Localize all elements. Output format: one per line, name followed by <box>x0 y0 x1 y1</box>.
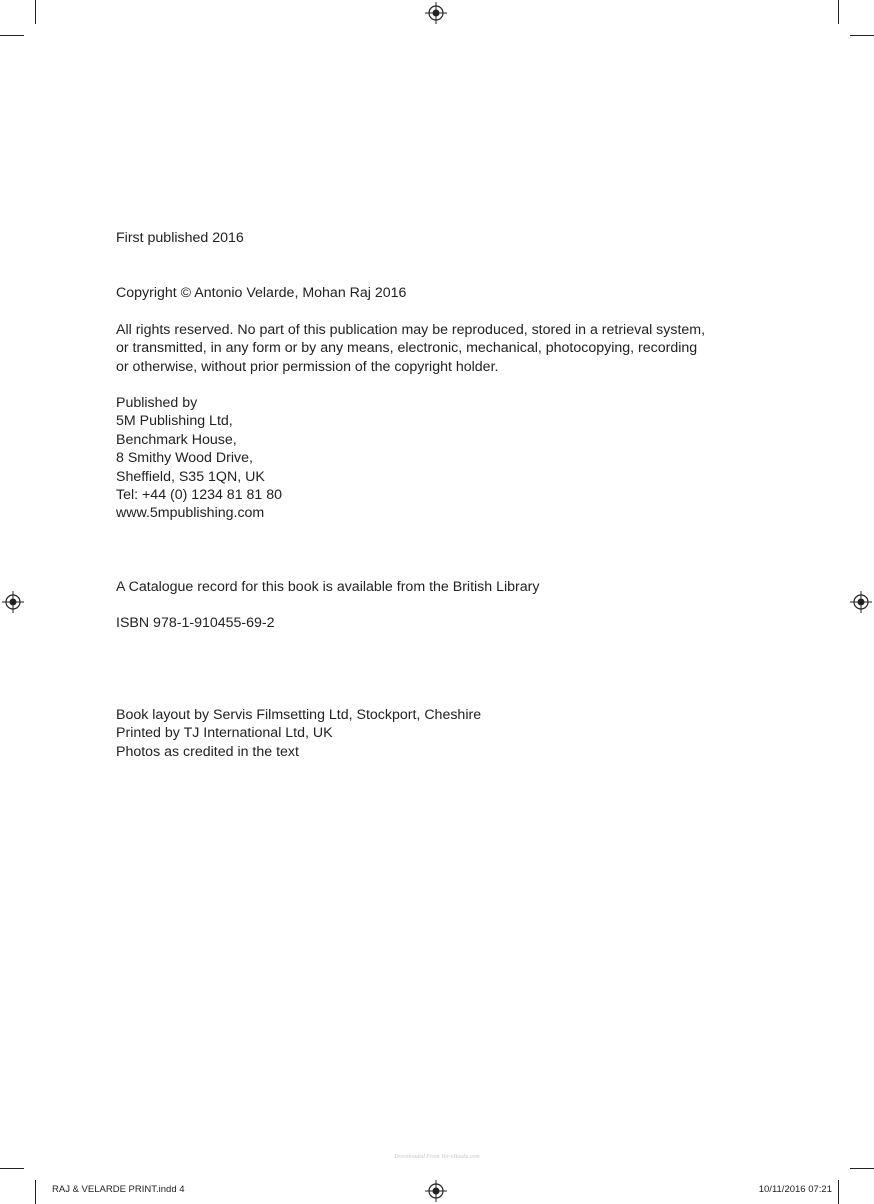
publisher-address <box>116 394 282 523</box>
rights-statement <box>116 321 705 376</box>
catalogue-record: A Catalogue record for this book is available from the British Library <box>116 579 540 595</box>
crop-mark-top-right-v <box>838 0 839 24</box>
rights-line: or otherwise, without prior permission of the copyright holder. <box>116 358 499 375</box>
publisher-website: www.5mpublishing.com <box>116 505 265 522</box>
slug-file-name: RAJ & VELARDE PRINT.indd 4 <box>52 1184 185 1195</box>
slug-timestamp: 10/11/2016 07:21 <box>758 1184 832 1195</box>
first-published: First published 2016 <box>116 230 244 246</box>
crop-mark-bottom-left-v <box>35 1180 36 1204</box>
registration-mark-icon <box>425 2 447 24</box>
crop-mark-bottom-right-v <box>838 1180 839 1204</box>
registration-mark-icon <box>425 1180 447 1202</box>
production-credits <box>116 706 481 761</box>
crop-mark-top-left-v <box>35 0 36 24</box>
publisher-line: 5M Publishing Ltd, <box>116 413 233 430</box>
publisher-line: Tel: +44 (0) 1234 81 81 80 <box>116 486 283 503</box>
publisher-line: 8 Smithy Wood Drive, <box>116 450 253 467</box>
crop-mark-bottom-right-h <box>850 1168 874 1169</box>
publisher-line: Benchmark House, <box>116 431 237 448</box>
rights-line: or transmitted, in any form or by any means, electronic, mechanical, photocopying, recording <box>116 340 698 357</box>
crop-mark-top-right-h <box>850 35 874 36</box>
rights-line: All rights reserved. No part of this publication may be reproduced, stored in a retrieval system, <box>116 322 706 338</box>
publisher-line: Sheffield, S35 1QN, UK <box>116 468 265 485</box>
credit-line: Book layout by Servis Filmsetting Ltd, Stockport, Cheshire <box>116 707 482 723</box>
publisher-line: Published by <box>116 395 198 411</box>
credit-line: Photos as credited in the text <box>116 743 299 760</box>
isbn: ISBN 978-1-910455-69-2 <box>116 615 275 631</box>
copyright-line: Copyright © Antonio Velarde, Mohan Raj 2016 <box>116 285 407 301</box>
watermark: Downloaded From Ver-eBooks.com <box>394 1154 480 1160</box>
crop-mark-bottom-left-h <box>0 1168 24 1169</box>
registration-mark-icon <box>2 591 24 613</box>
crop-mark-top-left-h <box>0 35 24 36</box>
registration-mark-icon <box>850 591 872 613</box>
credit-line: Printed by TJ International Ltd, UK <box>116 725 333 742</box>
